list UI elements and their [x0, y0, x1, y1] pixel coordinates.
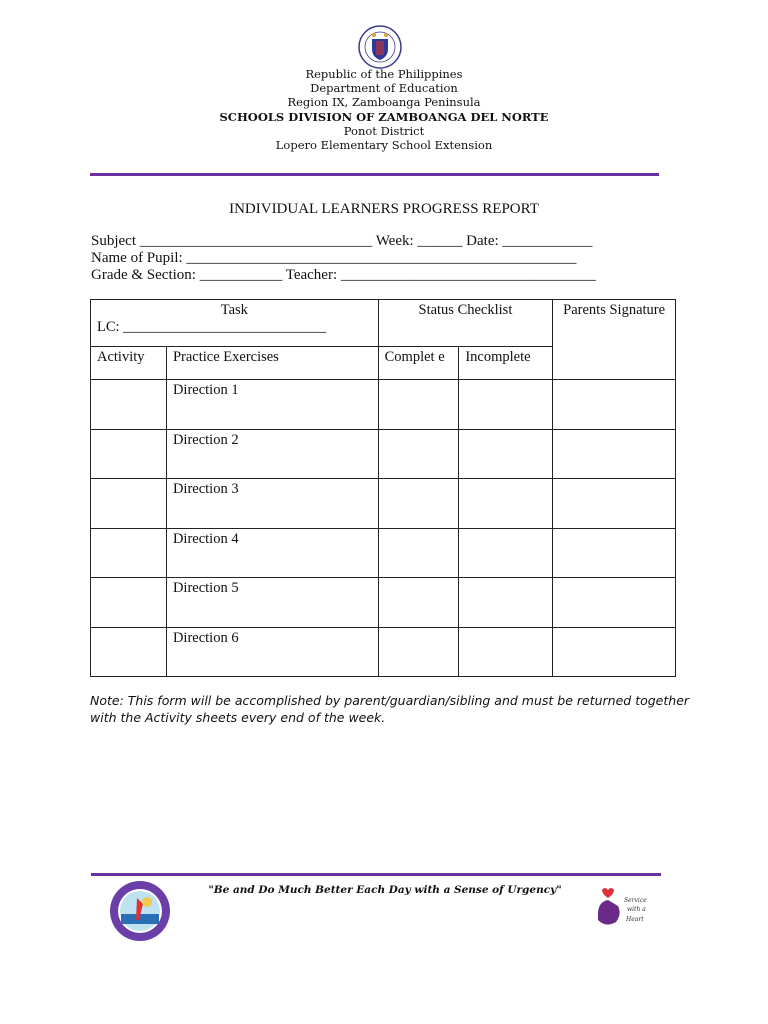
- practice-exercises-header: Practice Exercises: [166, 347, 378, 380]
- direction-cell: Direction 6: [166, 627, 378, 677]
- signature-cell[interactable]: [553, 429, 676, 479]
- service-with-a-heart-logo: [594, 884, 650, 928]
- report-title: INDIVIDUAL LEARNERS PROGRESS REPORT: [229, 201, 539, 217]
- signature-cell[interactable]: [553, 627, 676, 677]
- incomplete-cell[interactable]: [459, 578, 553, 628]
- activity-cell[interactable]: [91, 627, 167, 677]
- incomplete-cell[interactable]: [459, 429, 553, 479]
- incomplete-cell[interactable]: [459, 380, 553, 430]
- complete-header: Complet e: [378, 347, 459, 380]
- complete-cell[interactable]: [378, 380, 459, 430]
- task-label: Task: [220, 302, 248, 318]
- subject-week-date-line[interactable]: Subject _______________________________ Week: ______ Date: ____________: [91, 233, 593, 249]
- form-note: Note: This form will be accomplished by parent/guardian/sibling and must be returned together with the Activity sheets every end of the week.: [90, 693, 690, 725]
- activity-cell[interactable]: [91, 380, 167, 430]
- signature-cell[interactable]: [553, 380, 676, 430]
- direction-cell: Direction 5: [166, 578, 378, 628]
- footer-divider: [91, 873, 661, 876]
- header-divider: [90, 173, 659, 176]
- incomplete-cell[interactable]: [459, 528, 553, 578]
- task-header: [91, 300, 379, 347]
- complete-cell[interactable]: [378, 528, 459, 578]
- table-row: [91, 380, 676, 430]
- header-line: Republic of the Philippines: [305, 67, 463, 81]
- complete-cell[interactable]: [378, 479, 459, 529]
- activity-cell[interactable]: [91, 578, 167, 628]
- table-row: [91, 528, 676, 578]
- letterhead: [0, 67, 768, 152]
- table-row: [91, 479, 676, 529]
- parents-signature-header: Parents Signature: [553, 300, 676, 380]
- signature-cell[interactable]: [553, 479, 676, 529]
- header-line: Region IX, Zamboanga Peninsula: [287, 95, 481, 110]
- table-row: [91, 578, 676, 628]
- complete-cell[interactable]: [378, 578, 459, 628]
- progress-table: [90, 299, 676, 677]
- direction-cell: Direction 4: [166, 528, 378, 578]
- division-seal-logo: [109, 880, 171, 942]
- direction-cell: Direction 3: [166, 479, 378, 529]
- incomplete-cell[interactable]: [459, 479, 553, 529]
- table-row: [91, 627, 676, 677]
- deped-logo: [358, 25, 402, 69]
- footer-motto: "Be and Do Much Better Each Day with a Sense of Urgency": [208, 884, 562, 896]
- status-checklist-header: Status Checklist: [378, 300, 553, 347]
- complete-cell[interactable]: [378, 627, 459, 677]
- incomplete-header: Incomplete: [459, 347, 553, 380]
- complete-cell[interactable]: [378, 429, 459, 479]
- activity-cell[interactable]: [91, 479, 167, 529]
- signature-cell[interactable]: [553, 578, 676, 628]
- activity-header: Activity: [91, 347, 167, 380]
- header-line: Lopero Elementary School Extension: [275, 138, 493, 153]
- activity-cell[interactable]: [91, 429, 167, 479]
- svg-text:Heart: Heart: [626, 916, 644, 923]
- signature-cell[interactable]: [553, 528, 676, 578]
- header-line: SCHOOLS DIVISION OF ZAMBOANGA DEL NORTE: [219, 109, 549, 124]
- table-row: [91, 429, 676, 479]
- pupil-name-line[interactable]: Name of Pupil: ____________________________________________________: [91, 250, 577, 266]
- activity-cell[interactable]: [91, 528, 167, 578]
- header-line: Ponot District: [343, 123, 425, 138]
- lc-line[interactable]: LC: ____________________________: [97, 319, 327, 335]
- svg-text:with a: with a: [627, 906, 646, 913]
- header-line: Department of Education: [310, 81, 458, 96]
- direction-cell: Direction 1: [166, 380, 378, 430]
- incomplete-cell[interactable]: [459, 627, 553, 677]
- direction-cell: Direction 2: [166, 429, 378, 479]
- svg-text:Service: Service: [624, 897, 647, 904]
- grade-teacher-line[interactable]: Grade & Section: ___________ Teacher: __________________________________: [91, 267, 596, 283]
